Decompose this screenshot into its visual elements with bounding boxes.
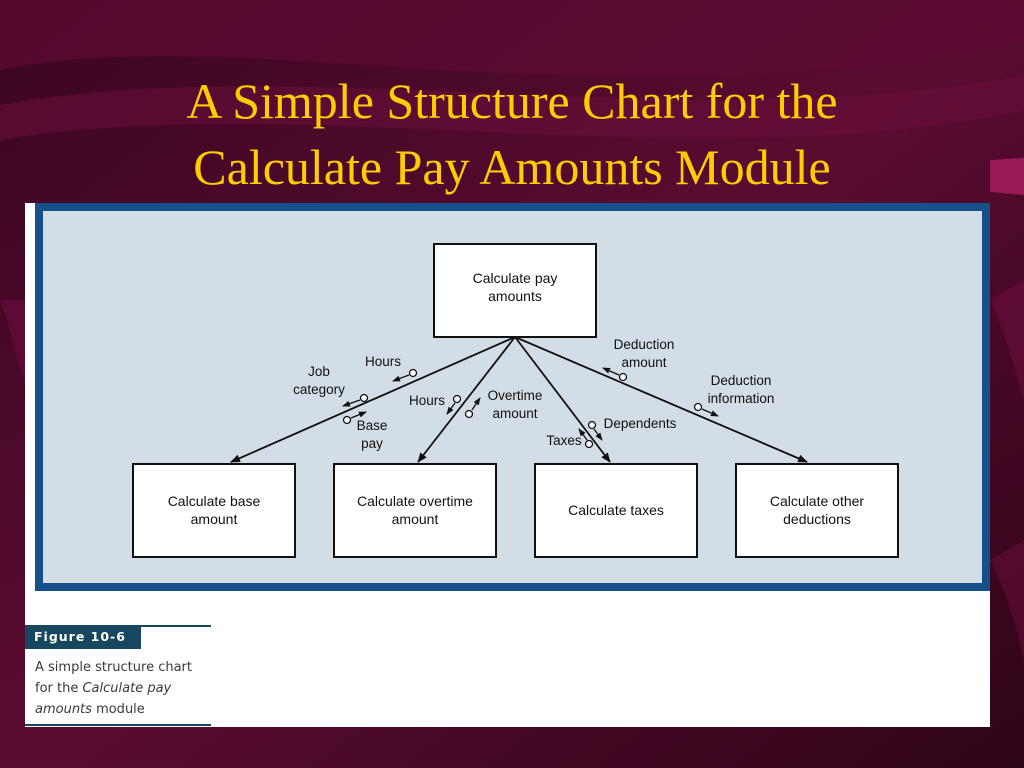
slide-title [0, 68, 1024, 200]
module-taxes-line-1: Calculate taxes [568, 502, 664, 518]
flow-label-overtime-amount: amount [492, 406, 538, 421]
flow-label-category: category [293, 382, 345, 397]
flow-label-base: Base [356, 418, 388, 433]
module-base-line-1: Calculate base [167, 493, 261, 509]
module-other-line-2: deductions [783, 511, 851, 527]
figure-panel [25, 203, 990, 727]
data-couple-hours-up [393, 370, 417, 382]
caption-line-3-a: amounts [35, 702, 92, 717]
flow-label-pay: pay [361, 436, 383, 451]
module-root [434, 244, 596, 337]
flow-label-hours-down: Hours [408, 393, 446, 408]
module-overtime-line-2: amount [391, 511, 439, 527]
module-calculate-other-deductions [736, 464, 898, 557]
data-couple-overtime-amount [466, 398, 481, 418]
module-base-line-2: amount [190, 511, 238, 527]
caption-line-2-a: for the [35, 681, 83, 696]
figure-rule-bottom [25, 724, 211, 726]
slide-title-line-2: Calculate Pay Amounts Module [193, 139, 831, 195]
flow-label-dependents: Dependents [603, 416, 677, 431]
figure-rule-top [141, 625, 211, 627]
module-other-line-1: Calculate other [769, 493, 865, 509]
caption-line-2-b: Calculate pay [82, 681, 172, 696]
module-root-line-1: Calculate pay [472, 270, 558, 286]
flow-label-deduction-2: Deduction [710, 373, 772, 388]
module-overtime-line-1: Calculate overtime [357, 493, 473, 509]
flow-label-information: information [707, 391, 775, 406]
structure-chart [35, 203, 990, 591]
caption-line-1: A simple structure chart [35, 660, 192, 675]
flow-label-deduction: Deduction [613, 337, 675, 352]
caption-line-2 [35, 678, 215, 699]
module-calculate-taxes [535, 464, 697, 557]
caption-line-3 [35, 699, 215, 720]
flow-label-job: Job [308, 364, 330, 379]
flow-label-deduction-amount: amount [621, 355, 667, 370]
flow-label-overtime: Overtime [487, 388, 543, 403]
module-calculate-overtime-amount [334, 464, 496, 557]
flow-label-hours-up: Hours [364, 354, 402, 369]
module-root-line-2: amounts [488, 288, 542, 304]
caption-line-3-b: module [91, 702, 145, 717]
slide-title-line-1: A Simple Structure Chart for the [186, 73, 838, 129]
flow-label-taxes: Taxes [546, 433, 582, 448]
structure-chart-svg [43, 211, 982, 583]
figure-caption [35, 657, 215, 720]
figure-label: Figure 10-6 [25, 625, 141, 649]
module-calculate-base-amount [133, 464, 295, 557]
